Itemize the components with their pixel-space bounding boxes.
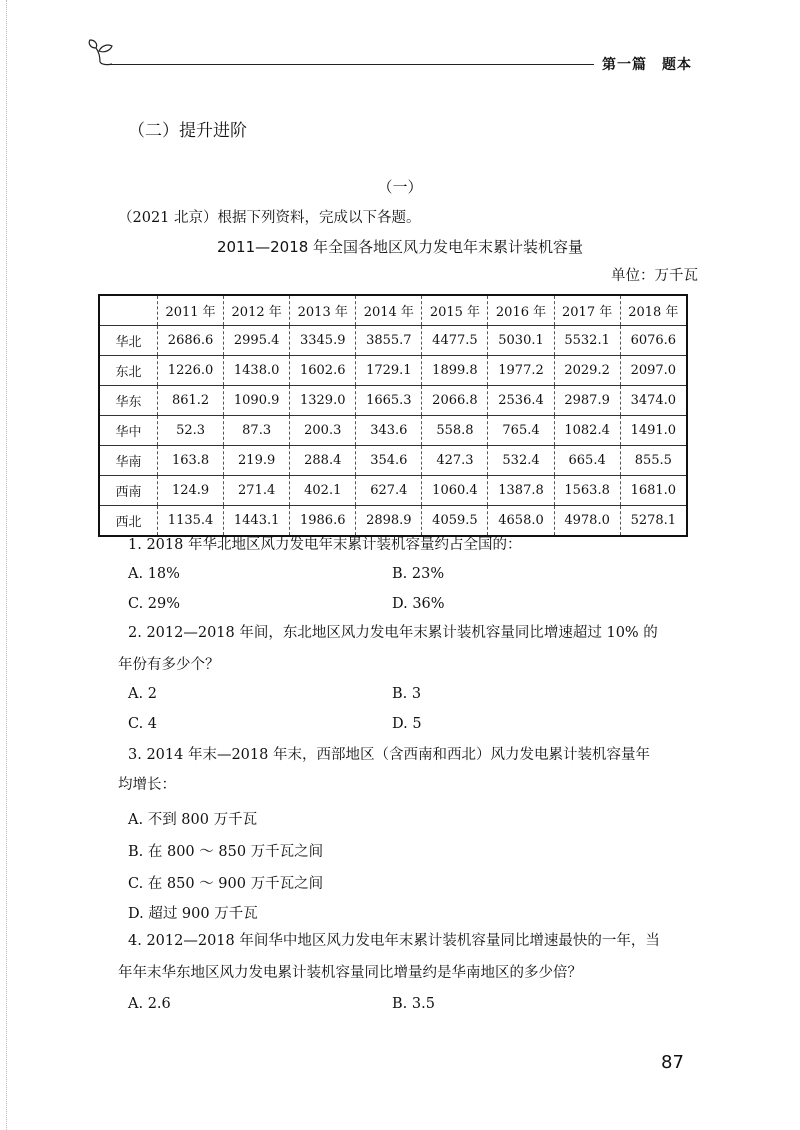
table-row [99,416,687,446]
table-cell: 1681.0 [620,476,687,506]
table-cell: 271.4 [224,476,290,506]
question-2-option-d: D. 5 [392,716,422,732]
question-4-option-b: B. 3.5 [392,996,435,1012]
table-cell: 2029.2 [554,356,620,386]
table-cell: 1387.8 [488,476,554,506]
table-cell: 1602.6 [290,356,356,386]
table-cell: 765.4 [488,416,554,446]
question-4-stem-line-1: 4. 2012—2018 年间华中地区风力发电年末累计装机容量同比增速最快的一年，当 [128,933,660,949]
table-cell: 2995.4 [224,326,290,356]
table-cell: 1491.0 [620,416,687,446]
column-header: 2012 年 [224,295,290,326]
question-4-option-a: A. 2.6 [128,996,171,1012]
region-label: 华东 [99,386,158,416]
table-cell: 1329.0 [290,386,356,416]
table-corner-cell [99,295,158,326]
table-cell: 163.8 [158,446,224,476]
question-3-stem-line-2: 均增长： [118,777,176,793]
table-cell: 4658.0 [488,506,554,537]
table-cell: 1060.4 [422,476,488,506]
column-header: 2016 年 [488,295,554,326]
table-cell: 1135.4 [158,506,224,537]
table-cell: 402.1 [290,476,356,506]
page-edge-dotted-line [6,0,7,1130]
question-2-option-c: C. 4 [128,716,158,732]
region-label: 华北 [99,326,158,356]
table-unit: 单位：万千瓦 [611,268,698,284]
table-cell: 200.3 [290,416,356,446]
table-cell: 861.2 [158,386,224,416]
table-row [99,356,687,386]
table-cell: 1226.0 [158,356,224,386]
table-cell: 1977.2 [488,356,554,386]
question-3-stem-line-1: 3. 2014 年末—2018 年末，西部地区（含西南和西北）风力发电累计装机容量年 [128,747,650,763]
wind-capacity-table [98,294,688,537]
table-cell: 558.8 [422,416,488,446]
question-1-option-a: A. 18% [128,566,180,582]
table-cell: 52.3 [158,416,224,446]
table-cell: 4059.5 [422,506,488,537]
table-cell: 288.4 [290,446,356,476]
table-cell: 2686.6 [158,326,224,356]
table-title: 2011—2018 年全国各地区风力发电年末累计装机容量 [216,238,584,256]
region-label: 华中 [99,416,158,446]
intro-text: （2021 北京）根据下列资料，完成以下各题。 [118,210,421,226]
table-cell: 3345.9 [290,326,356,356]
question-1-option-d: D. 36% [392,596,445,612]
region-label: 西南 [99,476,158,506]
table-cell: 4477.5 [422,326,488,356]
table-cell: 6076.6 [620,326,687,356]
table-cell: 2898.9 [356,506,422,537]
running-header: 第一篇 题本 [602,57,692,73]
table-cell: 219.9 [224,446,290,476]
question-2-option-b: B. 3 [392,686,422,702]
question-4-continuation [118,958,684,988]
question-2-stem-line-2: 年份有多少个？ [118,657,220,673]
table-cell: 354.6 [356,446,422,476]
table-cell: 3855.7 [356,326,422,356]
passage-number: （一） [377,178,423,196]
table-header-row [99,295,687,326]
column-header: 2011 年 [158,295,224,326]
table-cell: 87.3 [224,416,290,446]
table-cell: 1665.3 [356,386,422,416]
page-number: 87 [661,1052,684,1073]
table-cell: 2097.0 [620,356,687,386]
table-cell: 5278.1 [620,506,687,537]
table-cell: 1082.4 [554,416,620,446]
table-cell: 532.4 [488,446,554,476]
table-cell: 1729.1 [356,356,422,386]
question-1-option-c: C. 29% [128,596,181,612]
region-label: 华南 [99,446,158,476]
table-row [99,386,687,416]
question-1-stem-line-1: 1. 2018 年华北地区风力发电年末累计装机容量约占全国的： [128,537,522,553]
column-header: 2017 年 [554,295,620,326]
column-header: 2015 年 [422,295,488,326]
question-4-stem-line-2: 年年末华东地区风力发电累计装机容量同比增量约是华南地区的多少倍？ [118,965,582,981]
question-3 [128,740,694,770]
question-4 [128,926,694,956]
region-label: 西北 [99,506,158,537]
table-cell: 1438.0 [224,356,290,386]
question-2-option-a: A. 2 [128,686,157,702]
column-header: 2018 年 [620,295,687,326]
question-1 [128,530,694,560]
table-cell: 1899.8 [422,356,488,386]
table-row [99,476,687,506]
table-cell: 427.3 [422,446,488,476]
table-row [99,326,687,356]
table-cell: 5532.1 [554,326,620,356]
table-cell: 2536.4 [488,386,554,416]
section-heading: （二）提升进阶 [128,121,247,141]
table-row [99,446,687,476]
table-cell: 1443.1 [224,506,290,537]
table-cell: 1090.9 [224,386,290,416]
table-cell: 1986.6 [290,506,356,537]
question-2-stem-line-1: 2. 2012—2018 年间，东北地区风力发电年末累计装机容量同比增速超过 10% 的 [128,625,658,641]
table-cell: 3474.0 [620,386,687,416]
table-cell: 2066.8 [422,386,488,416]
table-cell: 665.4 [554,446,620,476]
column-header: 2013 年 [290,295,356,326]
table-cell: 627.4 [356,476,422,506]
question-2 [128,618,694,648]
table-cell: 5030.1 [488,326,554,356]
table-cell: 2987.9 [554,386,620,416]
question-3-option-c: C. 在 850 ～ 900 万千瓦之间 [128,876,324,892]
table-cell: 124.9 [158,476,224,506]
question-3-continuation [118,770,684,800]
header-rule [110,64,594,65]
question-2-continuation [118,650,684,680]
table-cell: 855.5 [620,446,687,476]
question-1-option-b: B. 23% [392,566,445,582]
column-header: 2014 年 [356,295,422,326]
table-cell: 343.6 [356,416,422,446]
question-3-option-d: D. 超过 900 万千瓦 [128,906,258,922]
region-label: 东北 [99,356,158,386]
table-cell: 4978.0 [554,506,620,537]
table-cell: 1563.8 [554,476,620,506]
question-3-option-b: B. 在 800 ～ 850 万千瓦之间 [128,844,324,860]
question-3-option-a: A. 不到 800 万千瓦 [128,812,258,828]
